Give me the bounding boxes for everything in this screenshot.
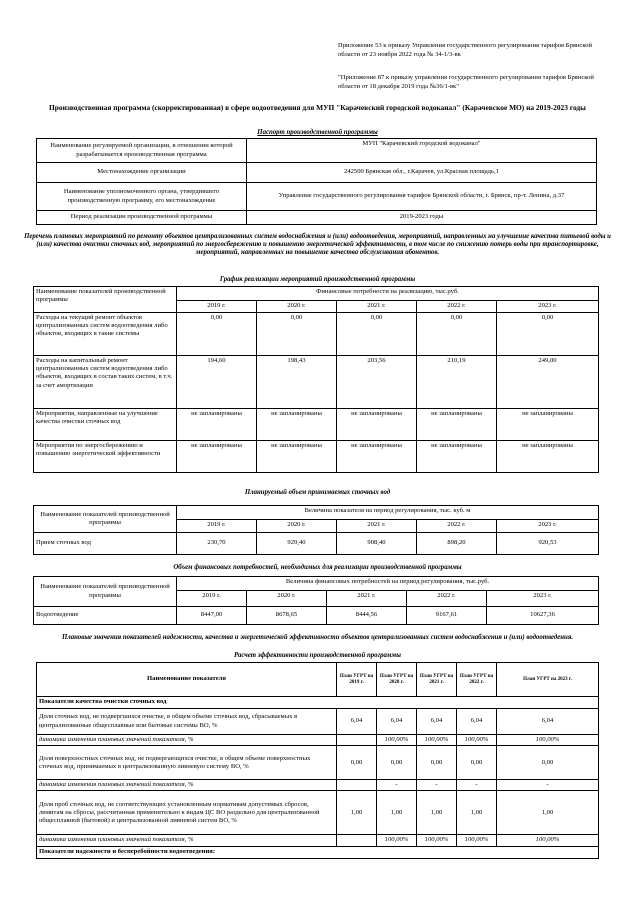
cell-value: - (497, 780, 599, 791)
cell-value: 0,00 (417, 746, 457, 780)
cell-value: 230,70 (177, 533, 257, 555)
year-header: 2020 г. (257, 301, 337, 313)
cell-value: 0,00 (337, 313, 417, 356)
measures-heading: Перечень плановых мероприятий по ремонту объектов централизованных систем водоснабжения и (или) водоотведения, мероприятий, направленных на улучшение качества питьевой воды и (или) качества очистки сточных вод, мероприятий по энергосбережению и повышению энергетической эффективности, в том числе по снижению потерь воды при транспортировке, мероприятий, направленных на повышение качества обслуживания абонентов. (24, 233, 611, 257)
cell-value: 6,04 (457, 709, 497, 735)
year-header: 2019 г. (177, 520, 257, 533)
cell-value (337, 735, 377, 746)
cell-value: 1,00 (457, 791, 497, 835)
passport-row (37, 139, 597, 163)
row-label: динамика изменения плановых значений показателя, % (37, 780, 337, 791)
cell-value: 100,00% (417, 835, 457, 846)
row-label: Водоотведение (34, 607, 177, 625)
year-header: 2019 г. (177, 301, 257, 313)
cell-value: - (417, 780, 457, 791)
cell-value: не запланированы (497, 441, 599, 473)
reliability-table (36, 662, 599, 859)
cell-value: 0,00 (497, 313, 599, 356)
cell-value: 1,00 (417, 791, 457, 835)
cell-value (337, 835, 377, 846)
year-header: 2023 г. (497, 301, 599, 313)
finance-heading: Объем финансовых потребностей, необходимых для реализации производственной программы (173, 564, 462, 571)
cell-value: - (457, 780, 497, 791)
year-header: 2022 г. (417, 301, 497, 313)
passport-label: Период реализации производственной программы (37, 211, 247, 225)
passport-label: Наименование регулируемой организации, в отношении которой разрабатывается производственная программа (37, 139, 247, 163)
cell-value: 8447,00 (177, 607, 247, 625)
year-header: 2019 г. (177, 591, 247, 607)
plan-header: План УГРТ на 2019 г. (337, 663, 377, 697)
year-header: 2022 г. (417, 520, 497, 533)
row-label: Доля поверхностных сточных вод, не подвергающихся очистке, в общем объеме поверхностных сточных вод, принимаемых в централизованную ливневую систему ВО, % (37, 746, 337, 780)
volume-col-header: Наименование показателей производственной программы (34, 506, 177, 533)
cell-value: 0,00 (457, 746, 497, 780)
cell-value: 0,00 (177, 313, 257, 356)
cell-value: 0,00 (257, 313, 337, 356)
volume-heading: Планируемый объем принимаемых сточных вод (244, 489, 391, 496)
year-header: 2023 г. (487, 591, 599, 607)
schedule-table (33, 286, 599, 473)
year-header: 2020 г. (257, 520, 337, 533)
cell-value: 10627,36 (487, 607, 599, 625)
cell-value: 100,00% (497, 735, 599, 746)
year-header: 2021 г. (337, 301, 417, 313)
cell-value: 203,56 (337, 356, 417, 409)
document-title: Производственная программа (скорректированная) в сфере водоотведения для МУП "Карачевский городской водоканал" (Карачевское МО) на 2019-2023 годы (49, 103, 586, 112)
passport-value: Управление государственного регулирования тарифов Брянской области, г. Брянск, пр-т. Ленина, д.37 (247, 183, 597, 211)
schedule-heading: График реализации мероприятий производственной программы (219, 276, 416, 283)
passport-row (37, 211, 597, 225)
cell-value: 198,43 (257, 356, 337, 409)
indicator-col-header: Наименование показателя (37, 663, 337, 697)
order-reference-2: "Приложение 87 к приказу управления государственного регулирования тарифов Брянской области от 18 декабря 2019 года №36/1-вк" (338, 74, 594, 90)
cell-value: 0,00 (497, 746, 599, 780)
volume-group-header: Величина показателя на период регулирования, тыс. куб. м (177, 506, 599, 520)
year-header: 2022 г. (407, 591, 487, 607)
cell-value: 100,00% (457, 835, 497, 846)
cell-value: 100,00% (377, 735, 417, 746)
cell-value: 1,00 (337, 791, 377, 835)
table-row (37, 735, 599, 746)
cell-value: 194,60 (177, 356, 257, 409)
table-row (34, 607, 599, 625)
reliability-heading: Плановые значения показателей надежности, качества и энергетической эффективности объектов централизованных систем водоснабжения и (или) водоотведения. (61, 634, 574, 641)
row-label: Расходы на текущий ремонт объектов централизованных систем водоотведения либо объектов, входящих в такие системы (34, 313, 177, 356)
finance-group-header: Величина финансовых потребностей на период регулирования, тыс.руб. (177, 577, 599, 591)
cell-value: 1,00 (377, 791, 417, 835)
table-row (34, 409, 599, 441)
cell-value: 8444,56 (327, 607, 407, 625)
plan-header: План УГРТ на 2021 г. (417, 663, 457, 697)
finance-table (33, 576, 599, 625)
cell-value: 929,40 (257, 533, 337, 555)
cell-value: 0,00 (337, 746, 377, 780)
year-header: 2023 г. (497, 520, 599, 533)
cell-value: не запланированы (337, 409, 417, 441)
cell-value: 100,00% (377, 835, 417, 846)
row-label: Прием сточных вод (34, 533, 177, 555)
passport-value: 242500 Брянская обл., г.Карачев, ул.Красная площадь,1 (247, 163, 597, 183)
section-header: Показатели качества очистки сточных вод (37, 697, 599, 709)
cell-value: 6,04 (337, 709, 377, 735)
cell-value: 210,19 (417, 356, 497, 409)
cell-value: 6,04 (377, 709, 417, 735)
table-row (34, 356, 599, 409)
cell-value: 6,04 (417, 709, 457, 735)
passport-row (37, 163, 597, 183)
cell-value: 9167,61 (407, 607, 487, 625)
cell-value: 100,00% (497, 835, 599, 846)
cell-value: 0,00 (417, 313, 497, 356)
passport-heading: Паспорт производственной программы (257, 129, 378, 136)
row-label: Доля проб сточных вод, не соответствующих установленным нормативам допустимых сбросов, лимитам на сбросы, рассчитанная применительно к видам ЦС ВО раздельно для централизованной общесплавной (бытовой) и централизованной ливневой систем ВО, % (37, 791, 337, 835)
section-header: Показатели надежности и бесперебойности водоотведения: (37, 846, 599, 858)
cell-value: 1,00 (497, 791, 599, 835)
schedule-col-header: Наименование показателей производственной программы (34, 287, 177, 313)
passport-value: 2019-2023 годы (247, 211, 597, 225)
cell-value: 908,40 (337, 533, 417, 555)
row-label: Мероприятия по энергосбережению и повышению энергетической эффективности (34, 441, 177, 473)
table-row (34, 533, 599, 555)
cell-value: 249,00 (497, 356, 599, 409)
year-header: 2020 г. (247, 591, 327, 607)
row-label: Расходы на капитальный ремонт централизованных систем водоотведения либо объектов, входящих в состав таких систем, в т.ч. за счет амортизации (34, 356, 177, 409)
cell-value: не запланированы (257, 409, 337, 441)
table-row (37, 709, 599, 735)
volume-table (33, 505, 599, 555)
plan-header: План УГРТ на 2023 г. (497, 663, 599, 697)
table-row (37, 780, 599, 791)
cell-value: не запланированы (257, 441, 337, 473)
passport-value: МУП "Карачевский городской водоканал" (247, 139, 597, 163)
table-row (37, 791, 599, 835)
passport-label: Наименование уполномоченного органа, утвердившего производственную программу, его местонахождение (37, 183, 247, 211)
cell-value: 6,04 (497, 709, 599, 735)
cell-value: не запланированы (497, 409, 599, 441)
cell-value: не запланированы (177, 441, 257, 473)
passport-table (36, 138, 597, 225)
order-reference-1: Приложение 53 к приказу Управления государственного регулирования тарифов Брянской области от 23 ноября 2022 года № 34-1/3-вк (338, 42, 593, 58)
reliability-subheading: Расчет эффективности производственной программы (234, 652, 401, 659)
cell-value: не запланированы (417, 441, 497, 473)
cell-value: 898,20 (417, 533, 497, 555)
table-row (34, 313, 599, 356)
cell-value: 8678,65 (247, 607, 327, 625)
cell-value (337, 780, 377, 791)
passport-row (37, 183, 597, 211)
table-row (34, 441, 599, 473)
cell-value: 100,00% (417, 735, 457, 746)
row-label: Мероприятия, направленные на улучшение качества очистки сточных вод (34, 409, 177, 441)
cell-value: 0,00 (377, 746, 417, 780)
row-label: Доля сточных вод, не подвергшихся очистке, в общем объеме сточных вод, сбрасываемых в централизованные общесплавные или бытовые системы ВО, % (37, 709, 337, 735)
cell-value: не запланированы (177, 409, 257, 441)
cell-value: 920,53 (497, 533, 599, 555)
plan-header: План УГРТ на 2022 г. (457, 663, 497, 697)
cell-value: не запланированы (337, 441, 417, 473)
year-header: 2021 г. (337, 520, 417, 533)
cell-value: не запланированы (417, 409, 497, 441)
passport-label: Местонахождение организации (37, 163, 247, 183)
row-label: динамика изменения плановых значений показателя, % (37, 735, 337, 746)
row-label: динамика изменения плановых значений показателя, % (37, 835, 337, 846)
year-header: 2021 г. (327, 591, 407, 607)
table-row (37, 746, 599, 780)
cell-value: 100,00% (457, 735, 497, 746)
schedule-group-header: Финансовые потребности на реализацию, тыс.руб. (177, 287, 599, 301)
cell-value: - (377, 780, 417, 791)
plan-header: План УГРТ на 2020 г. (377, 663, 417, 697)
table-row (37, 835, 599, 846)
finance-col-header: Наименование показателей производственной программы (34, 577, 177, 607)
